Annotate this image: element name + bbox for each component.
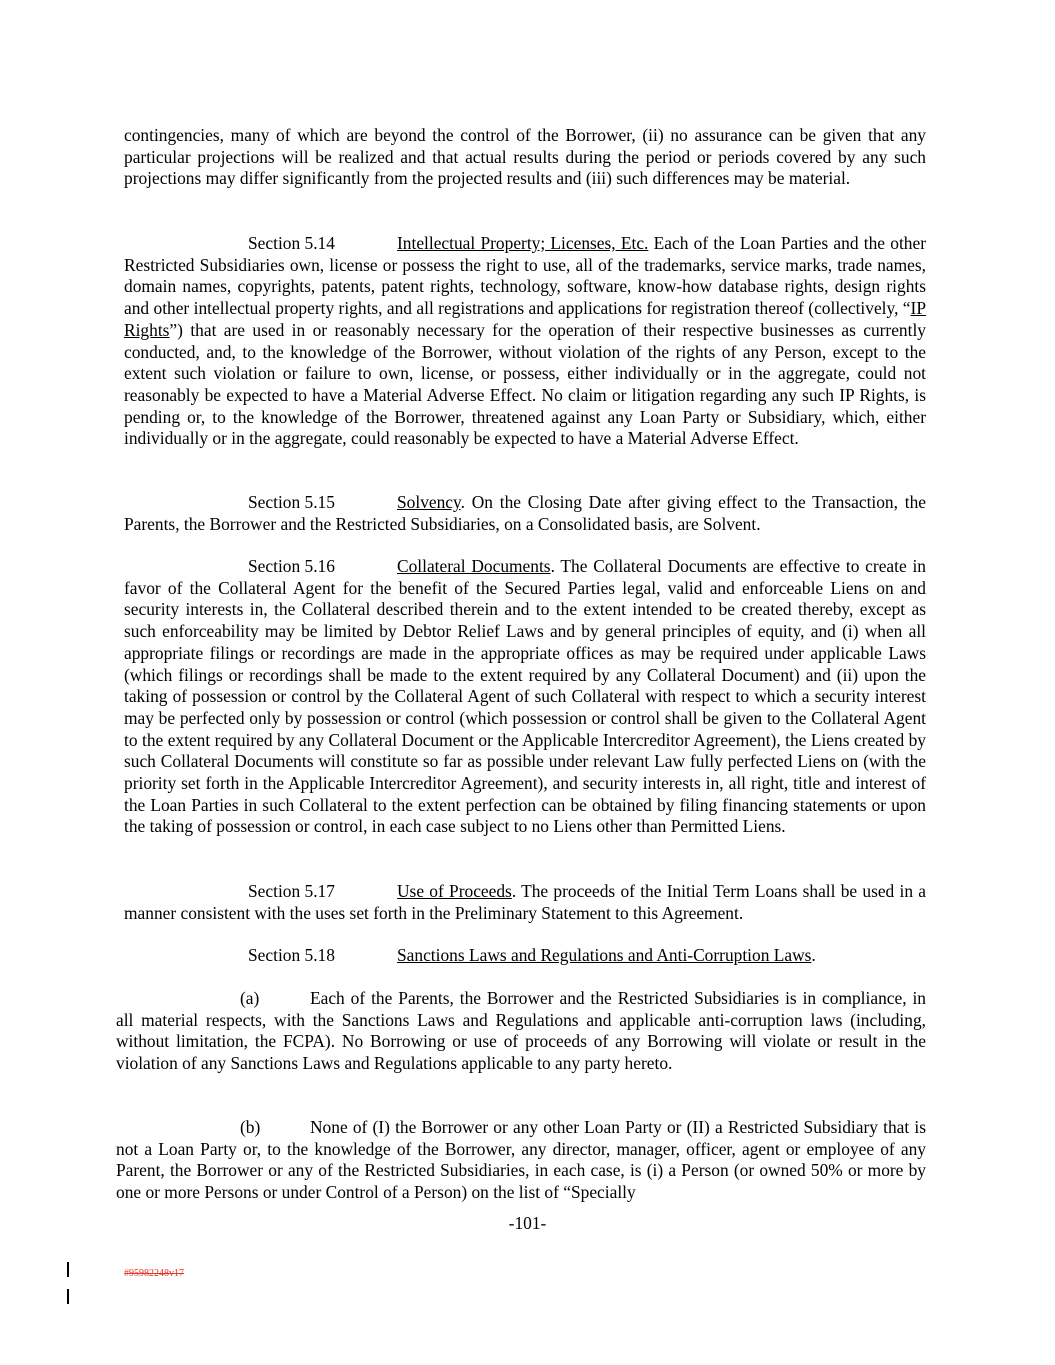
subparagraph-label: (a) <box>240 988 260 1008</box>
page-number: -101- <box>508 1213 547 1233</box>
defined-term: IP Rights <box>124 298 926 340</box>
section-5-16 <box>124 556 926 838</box>
section-body: . The proceeds of the Initial Term Loans shall be used in a manner consistent with the uses set forth in the Preliminary Statement to this Agreement. <box>124 881 926 923</box>
document-id: #95982248v17 <box>124 1268 184 1279</box>
section-title: Solvency <box>397 492 461 512</box>
revision-bar <box>67 1289 69 1304</box>
subparagraph-body: None of (I) the Borrower or any other Loan Party or (II) a Restricted Subsidiary that is not a Loan Party or, to the knowledge of the Borrower, any director, manager, officer, agent or employee of any Parent, the Borrower or any of the Restricted Subsidiaries, in each case, is (i) a Person (or owned 50% or more by one or more Persons or under Control of a Person) on the list of “Specially <box>116 1117 926 1203</box>
section-number: Section 5.18 <box>248 945 335 965</box>
section-5-17 <box>124 881 926 924</box>
section-body: . The Collateral Documents are effective to create in favor of the Collateral Agent for the benefit of the Secured Parties legal, valid and enforceable Liens on and security interests in, the Collateral described therein and to the extent intended to be created thereby, except as such enforceability may be limited by Debtor Relief Laws and by general principles of equity, and (i) when all appropriate filings or recordings are made in the appropriate offices as may be required under applicable Laws (which filings or recordings shall be made to the extent required by any Collateral Document) and (ii) upon the taking of possession or control by the Collateral Agent of such Collateral with respect to which a security interest may be perfected only by possession or control (which possession or control shall be given to the Collateral Agent to the extent required by any Collateral Document or the Applicable Intercreditor Agreement), the Liens created by such Collateral Documents will constitute so far as possible under relevant Law fully perfected Liens on (with the priority set forth in the Applicable Intercreditor Agreement), and security interests in, all right, title and interest of the Loan Parties in such Collateral to the extent perfection can be obtained by filing financing statements or upon the taking of possession or control, in each case subject to no Liens other than Permitted Liens. <box>124 556 926 837</box>
section-body: . On the Closing Date after giving effect to the Transaction, the Parents, the Borrower and the Restricted Subsidiaries, on a Consolidated basis, are Solvent. <box>124 492 926 534</box>
revision-bar <box>67 1262 69 1277</box>
subparagraph-body: Each of the Parents, the Borrower and the Restricted Subsidiaries is in compliance, in all material respects, with the Sanctions Laws and Regulations and applicable anti-corruption laws (including, without limitation, the FCPA). No Borrowing or use of proceeds of any Borrowing will violate or result in the violation of any Sanctions Laws and Regulations applicable to any party hereto. <box>116 988 926 1074</box>
section-5-15 <box>124 492 926 535</box>
subparagraph-a <box>116 988 926 1075</box>
section-title: Sanctions Laws and Regulations and Anti-Corruption Laws <box>397 945 812 965</box>
section-5-14 <box>124 233 926 450</box>
subparagraph-b <box>116 1117 926 1204</box>
section-title: Use of Proceeds <box>397 881 512 901</box>
section-title: Intellectual Property; Licenses, Etc. <box>397 233 649 253</box>
section-number: Section 5.16 <box>248 556 335 576</box>
section-body: Each of the Loan Parties and the other Restricted Subsidiaries own, license or possess the right to use, all of the trademarks, service marks, trade names, domain names, copyrights, patents, patent rights, technology, software, know-how database rights, design rights and other intellectual property rights, and all registrations and applications for registration thereof (collectively, “ <box>124 233 926 319</box>
section-title-period: . <box>811 945 816 965</box>
section-number: Section 5.17 <box>248 881 335 901</box>
section-body-continued: ”) that are used in or reasonably necessary for the operation of their respective businesses as currently conducted, and, to the knowledge of the Borrower, without violation of the rights of any Person, except to the extent such violation or failure to own, license, or possess, either individually or in the aggregate, could not reasonably be expected to have a Material Adverse Effect. No claim or litigation regarding any such IP Rights, is pending or, to the knowledge of the Borrower, threatened against any Loan Party or Subsidiary, which, either individually or in the aggregate, could reasonably be expected to have a Material Adverse Effect. <box>124 319 926 449</box>
subparagraph-label: (b) <box>240 1117 261 1137</box>
section-number: Section 5.14 <box>248 233 335 253</box>
section-number: Section 5.15 <box>248 492 335 512</box>
paragraph-continuation: contingencies, many of which are beyond the control of the Borrower, (ii) no assurance can be given that any particular projections will be realized and that actual results during the period or periods covered by any such projections may differ significantly from the projected results and (iii) such differences may be material. <box>124 125 926 189</box>
section-title: Collateral Documents <box>397 556 551 576</box>
section-5-18 <box>124 945 926 967</box>
